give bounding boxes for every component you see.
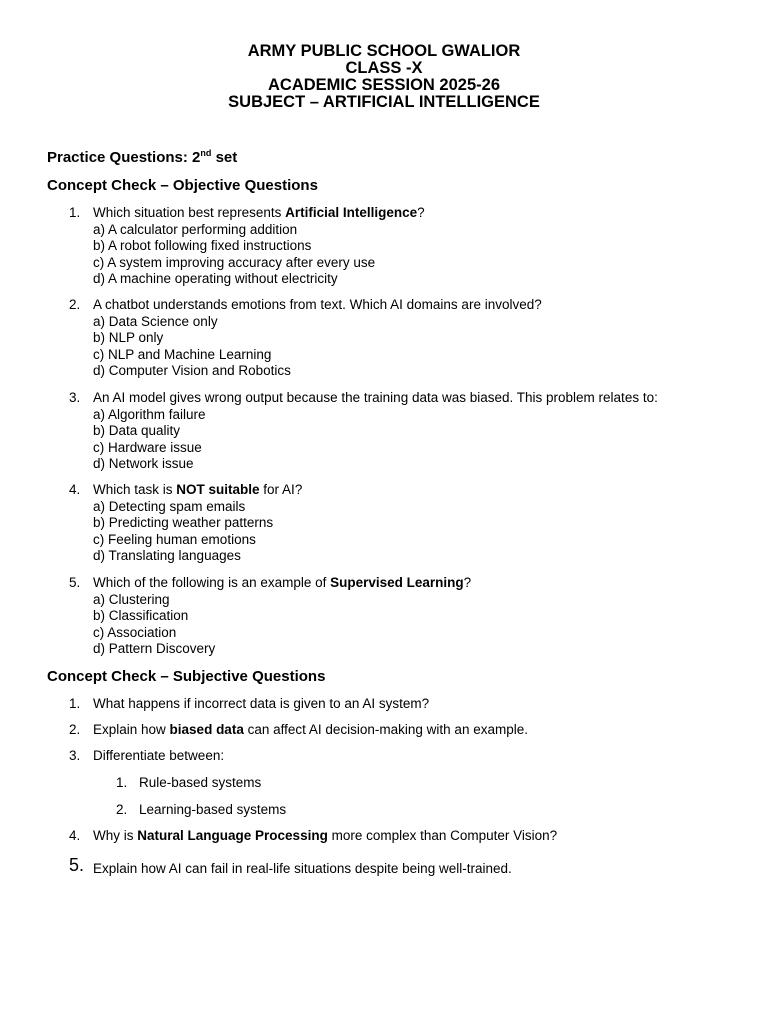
question-text: Explain how biased data can affect AI decision-making with an example. [93,722,528,737]
answer-option: c) Feeling human emotions [93,531,256,547]
question-number: 5. [69,855,85,875]
practice-superscript: nd [200,148,212,158]
answer-option: d) A machine operating without electricity [93,271,338,287]
question-text: Why is Natural Language Processing more complex than Computer Vision? [93,828,558,843]
school-name: ARMY PUBLIC SCHOOL GWALIOR [247,42,521,60]
answer-option: c) A system improving accuracy after every use [93,254,376,270]
answer-option: a) Detecting spam emails [93,498,246,514]
document-header [0,43,768,111]
answer-option: b) Predicting weather patterns [93,515,274,531]
academic-session: ACADEMIC SESSION 2025-26 [268,76,500,94]
sub-item-number: 2. [116,802,128,817]
question-number: 4. [69,482,81,497]
sub-item-text: Rule-based systems [139,775,262,790]
question-text: Differentiate between: [93,748,225,763]
question-text: Which task is NOT suitable for AI? [93,482,303,497]
question-text: What happens if incorrect data is given to an AI system? [93,696,430,711]
question-number: 1. [69,696,81,711]
sub-item-number: 1. [116,775,128,790]
answer-option: b) NLP only [93,330,164,346]
practice-set-title [47,149,237,166]
answer-option: c) Hardware issue [93,439,202,455]
answer-option: d) Pattern Discovery [93,641,216,657]
question-number: 3. [69,390,81,405]
answer-option: c) Association [93,624,177,640]
answer-option: a) Clustering [93,591,170,607]
practice-suffix: set [211,149,238,166]
question-number: 2. [69,297,81,312]
practice-prefix: Practice Questions: 2 [47,149,201,166]
class-name: CLASS -X [345,59,423,77]
question-number: 5. [69,575,81,590]
question-text: Which of the following is an example of Supervised Learning? [93,575,472,590]
question-number: 2. [69,722,81,737]
answer-option: d) Translating languages [93,548,241,564]
question-text: An AI model gives wrong output because the training data was biased. This problem relates to: [93,390,658,405]
subject-name: SUBJECT – ARTIFICIAL INTELLIGENCE [228,93,540,111]
answer-option: b) A robot following fixed instructions [93,238,312,254]
question-text: Explain how AI can fail in real-life situations despite being well-trained. [93,861,512,876]
answer-option: a) Data Science only [93,313,218,329]
answer-option: d) Network issue [93,456,194,472]
question-text: Which situation best represents Artificial Intelligence? [93,205,425,220]
sub-item-text: Learning-based systems [139,802,287,817]
subjective-section-title: Concept Check – Subjective Questions [47,668,326,685]
answer-option: b) Classification [93,608,189,624]
answer-option: d) Computer Vision and Robotics [93,363,291,379]
answer-option: c) NLP and Machine Learning [93,346,272,362]
answer-option: b) Data quality [93,423,181,439]
question-number: 3. [69,748,81,763]
question-number: 4. [69,828,81,843]
question-text: A chatbot understands emotions from text. Which AI domains are involved? [93,297,542,312]
answer-option: a) Algorithm failure [93,406,206,422]
answer-option: a) A calculator performing addition [93,221,298,237]
question-number: 1. [69,205,81,220]
objective-section-title: Concept Check – Objective Questions [47,177,318,194]
